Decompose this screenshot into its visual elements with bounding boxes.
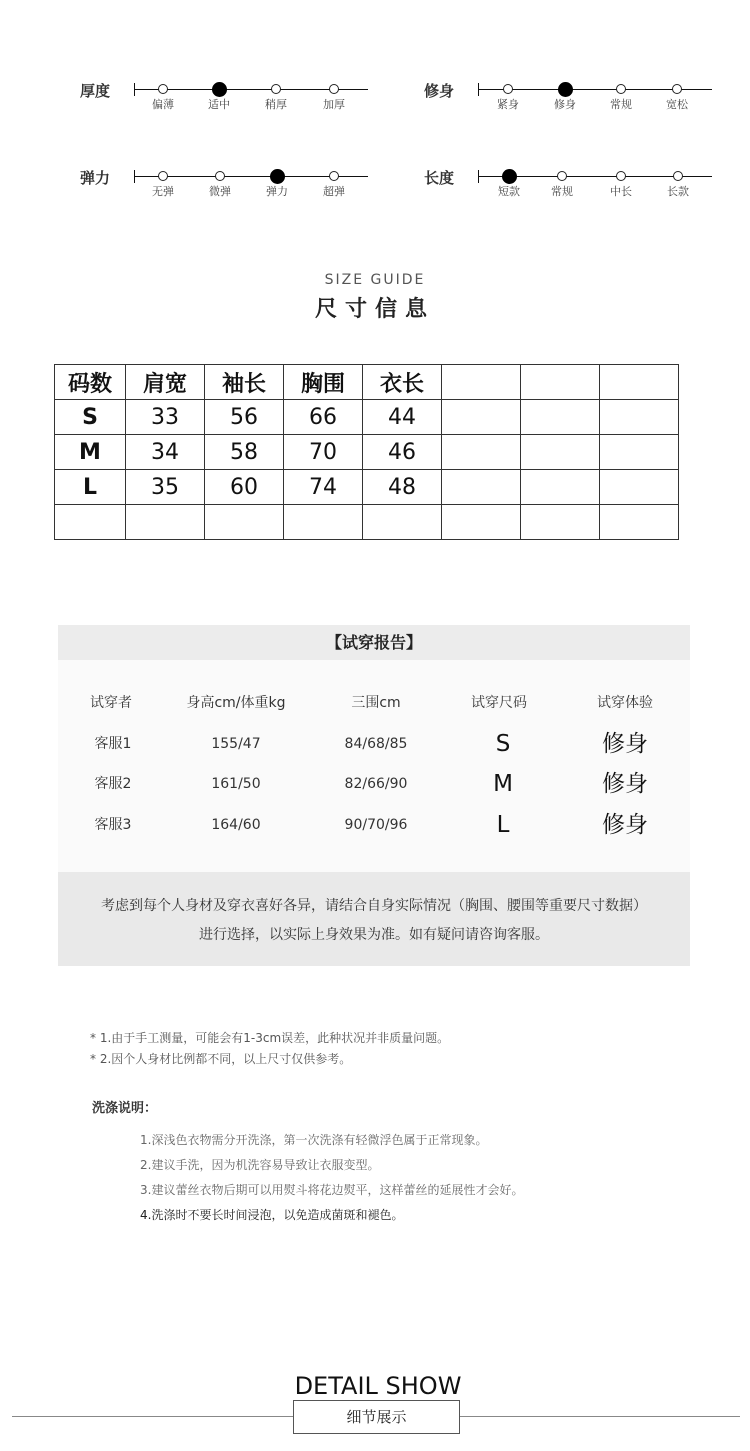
size-cell: 74: [284, 470, 363, 505]
scale-option: 微弹: [200, 167, 240, 199]
size-cell: 56: [205, 400, 284, 435]
scale-label: 修身: [424, 82, 455, 100]
size-header-cell: [600, 365, 679, 400]
size-table-header: [55, 365, 679, 400]
report-row: [58, 729, 690, 759]
scale-option: 超弹: [314, 167, 354, 199]
measurement-notes: [90, 1028, 449, 1070]
size-cell: 48: [363, 470, 442, 505]
scale-dot-selected: [270, 169, 285, 184]
size-cell: [600, 435, 679, 470]
report-header-cell: 三围cm: [351, 695, 401, 711]
report-header-cell: 试穿者: [90, 695, 132, 711]
report-cell: 161/50: [211, 776, 261, 792]
scale-dot: [215, 171, 225, 181]
report-cell: 82/66/90: [344, 776, 408, 792]
size-cell: [442, 435, 521, 470]
scale-start-tick: [134, 170, 135, 183]
size-header-cell: [442, 365, 521, 400]
size-header-cell: 袖长: [205, 365, 284, 400]
size-table-row: [55, 400, 679, 435]
scale-start-tick: [134, 83, 135, 96]
size-cell: 34: [126, 435, 205, 470]
scale-dot: [158, 171, 168, 181]
scale-label: 弹力: [80, 169, 111, 187]
report-cell: 84/68/85: [344, 736, 408, 752]
note-item: * 1.由于手工测量，可能会有1-3cm误差，此种状况并非质量问题。: [90, 1031, 450, 1045]
size-table-row: [55, 470, 679, 505]
size-header-cell: 肩宽: [126, 365, 205, 400]
scale-option: 偏薄: [143, 80, 183, 112]
size-cell: [600, 470, 679, 505]
report-cell: 客服1: [94, 736, 132, 752]
size-header-cell: 码数: [55, 365, 126, 400]
detail-title-en: DETAIL SHOW: [294, 1372, 462, 1400]
size-cell: [442, 400, 521, 435]
size-cell: [205, 505, 284, 540]
report-cell: 修身: [602, 812, 648, 838]
size-cell: 46: [363, 435, 442, 470]
size-cell: [442, 505, 521, 540]
size-guide-title-cn: 尺寸信息: [314, 297, 435, 322]
report-header-cell: 试穿尺码: [471, 695, 527, 711]
size-table-row: [55, 435, 679, 470]
size-cell: 70: [284, 435, 363, 470]
size-cell: 33: [126, 400, 205, 435]
report-title: 【试穿报告】: [58, 625, 690, 660]
scale-dot: [673, 171, 683, 181]
scale-dot: [271, 84, 281, 94]
scale-dot: [329, 171, 339, 181]
size-cell: [284, 505, 363, 540]
notice-line: 进行选择，以实际上身效果为准。如有疑问请咨询客服。: [199, 927, 549, 943]
report-cell: 修身: [602, 771, 648, 797]
report-cell: 客服2: [94, 776, 132, 792]
scale-option: 适中: [199, 80, 239, 112]
attribute-scale-elasticity: [80, 167, 380, 217]
scale-option: 中长: [601, 167, 641, 199]
size-header-cell: 衣长: [363, 365, 442, 400]
size-cell: [521, 505, 600, 540]
scale-option: 弹力: [257, 167, 297, 199]
scale-option: 紧身: [488, 80, 528, 112]
size-cell: [600, 505, 679, 540]
report-notice: [58, 872, 690, 966]
report-row: [58, 769, 690, 799]
scale-dot: [329, 84, 339, 94]
scale-option: 常规: [601, 80, 641, 112]
report-cell: 155/47: [211, 736, 261, 752]
scale-dot-selected: [212, 82, 227, 97]
scale-option: 长款: [658, 167, 698, 199]
scale-start-tick: [478, 83, 479, 96]
size-header-cell: [521, 365, 600, 400]
scale-label: 厚度: [80, 82, 111, 100]
size-cell: M: [55, 435, 126, 470]
wash-item: 3.建议蕾丝衣物后期可以用熨斗将花边熨平，这样蕾丝的延展性才会好。: [140, 1183, 524, 1197]
size-cell: [521, 470, 600, 505]
size-guide-title-en: SIZE GUIDE: [324, 272, 426, 288]
size-cell: 60: [205, 470, 284, 505]
scale-dot: [616, 84, 626, 94]
size-cell: [126, 505, 205, 540]
scale-dot: [672, 84, 682, 94]
scale-option: 稍厚: [256, 80, 296, 112]
scale-label: 长度: [424, 169, 455, 187]
wash-item: 2.建议手洗，因为机洗容易导致让衣服变型。: [140, 1158, 380, 1172]
wash-title: 洗涤说明：: [92, 1101, 158, 1116]
size-table-row: [55, 505, 679, 540]
report-cell: M: [493, 771, 513, 797]
size-header-cell: 胸围: [284, 365, 363, 400]
scale-dot-selected: [502, 169, 517, 184]
size-cell: 58: [205, 435, 284, 470]
size-cell: S: [55, 400, 126, 435]
scale-option: 修身: [545, 80, 585, 112]
size-cell: 66: [284, 400, 363, 435]
size-cell: [55, 505, 126, 540]
size-cell: 44: [363, 400, 442, 435]
scale-start-tick: [478, 170, 479, 183]
scale-option: 常规: [542, 167, 582, 199]
scale-dot: [503, 84, 513, 94]
scale-option: 加厚: [314, 80, 354, 112]
report-cell: 客服3: [94, 817, 132, 833]
report-header-cell: 试穿体验: [597, 695, 653, 711]
attribute-scale-length: [424, 167, 724, 217]
report-row: [58, 810, 690, 840]
wash-list: [140, 1128, 523, 1228]
scale-dot: [557, 171, 567, 181]
size-cell: [363, 505, 442, 540]
report-cell: 90/70/96: [344, 817, 408, 833]
report-header-cell: 身高cm/体重kg: [186, 695, 286, 711]
scale-option: 短款: [489, 167, 529, 199]
scale-dot: [616, 171, 626, 181]
report-cell: 164/60: [211, 817, 261, 833]
scale-option: 宽松: [657, 80, 697, 112]
wash-item: 1.深浅色衣物需分开洗涤，第一次洗涤有轻微浮色属于正常现象。: [140, 1133, 488, 1147]
scale-dot: [158, 84, 168, 94]
scale-dot-selected: [558, 82, 573, 97]
notice-line: 考虑到每个人身材及穿衣喜好各异，请结合自身实际情况（胸围、腰围等重要尺寸数据）: [101, 898, 647, 914]
scale-option: 无弹: [143, 167, 183, 199]
report-cell: S: [495, 731, 511, 757]
size-cell: L: [55, 470, 126, 505]
report-cell: 修身: [602, 731, 648, 757]
attribute-scale-fit: [424, 80, 724, 130]
report-header-row: [58, 688, 690, 718]
note-item: * 2.因个人身材比例都不同，以上尺寸仅供参考。: [90, 1052, 352, 1066]
size-cell: [521, 400, 600, 435]
size-cell: 35: [126, 470, 205, 505]
size-cell: [442, 470, 521, 505]
detail-title-cn: 细节展示: [293, 1400, 460, 1434]
size-cell: [600, 400, 679, 435]
size-table: [54, 364, 679, 540]
wash-item: 4.洗涤时不要长时间浸泡，以免造成菌斑和褪色。: [140, 1208, 404, 1222]
attribute-scale-thickness: [80, 80, 380, 130]
report-cell: L: [496, 812, 510, 838]
size-cell: [521, 435, 600, 470]
